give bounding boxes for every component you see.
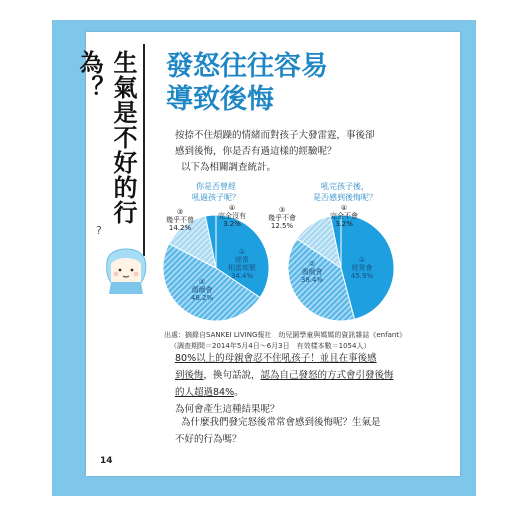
chart1-title-line-1: 你是否曾經: [196, 182, 236, 191]
chart1-slice-1-value: 34.4%: [230, 272, 254, 280]
body-line-2b: ，換句話說，: [203, 370, 261, 381]
source-line-1: 出處：摘錄自SANKEI LIVING報社 幼兒園學童與媽媽的資訊雜誌《enfant》: [164, 331, 407, 339]
chart2-title-line-1: 吼完孩子後，: [321, 182, 369, 191]
heading-line-1: 發怒往往容易: [166, 51, 328, 82]
chart2-label-4: [322, 204, 366, 228]
chart1-label-3: [160, 208, 200, 232]
intro-line-2: 感到後悔，你是否有過這樣的經驗呢？: [175, 146, 337, 157]
question-mark-icon: ?: [96, 224, 102, 237]
chart2-slice-2-value: 38.4%: [300, 276, 324, 284]
chart2-slice-2-label: 偶爾會: [301, 268, 323, 276]
body-line-6: 不好的行為嗎？: [175, 434, 242, 445]
chart2-slice-1-num: ①: [358, 256, 366, 264]
chart2-slice-3-num: ③: [278, 206, 286, 214]
body-line-2c: 認為自己發怒的方式會引發後悔: [260, 370, 394, 381]
chart1-slice-3-label: 幾乎不曾: [166, 216, 194, 224]
page-heading: [166, 50, 328, 116]
body-line-1: 80%以上的母親會忍不住吼孩子！並且在事後感: [175, 353, 377, 364]
intro-line-1: 按捺不住煩躁的情緒而對孩子大發雷霆，事後卻: [175, 130, 375, 141]
chart1-label-4: [210, 204, 254, 228]
body-line-3b: 。: [234, 387, 244, 398]
chart2-slice-1-label: 經常會: [351, 264, 373, 272]
chart1-slice-3-value: 14.2%: [168, 224, 192, 232]
chart1-slice-1-num: ①: [238, 248, 246, 256]
chart1-slice-3-num: ③: [176, 208, 184, 216]
chart2-slice-4-value: 3.2%: [335, 220, 353, 228]
chart2-slice-1-value: 45.9%: [350, 272, 374, 280]
chart1-label-2: [182, 278, 222, 302]
chart1-slice-2-value: 48.2%: [190, 294, 214, 302]
chart2-slice-4-num: ④: [340, 204, 348, 212]
page-number: 14: [100, 456, 113, 466]
chart2-label-2: [292, 260, 332, 284]
chart2-title-line-2: 是否感到後悔呢？: [313, 193, 377, 202]
body-paragraph-2: [175, 414, 381, 448]
chart2-label-1: [342, 256, 382, 280]
body-line-2a: 到後悔: [175, 370, 204, 381]
chart1-slice-4-label: 完全沒有: [218, 212, 246, 220]
title-divider: [143, 44, 145, 256]
chart1-label-1: [222, 248, 262, 280]
chart1-slice-2-label: 偶爾會: [191, 286, 213, 294]
chart2-title: [300, 181, 390, 203]
chart1-slice-1-label-line-1: 經常: [235, 256, 249, 264]
source-line-2: （調查期間＝2014年5月4日～6月3日 有效樣本數＝1054人）: [170, 342, 371, 350]
chart2-label-3: [262, 206, 302, 230]
body-line-2: [175, 367, 394, 384]
chart1-title-line-2: 吼過孩子呢？: [192, 193, 240, 202]
child-illustration: [101, 238, 153, 294]
chart1-title: [176, 181, 256, 203]
vertical-chapter-title: 生氣是不好的行為？: [75, 50, 137, 225]
body-line-3a: 的人超過84%: [175, 387, 235, 398]
chart2-slice-4-label: 完全不會: [330, 212, 358, 220]
chart1-slice-2-num: ②: [198, 278, 206, 286]
chart1-slice-1-label-line-2: 相當頻繁: [228, 264, 256, 272]
intro-line-3: 以下為相關調查統計。: [181, 162, 277, 173]
chart1-slice-4-num: ④: [228, 204, 236, 212]
chart2-slice-2-num: ②: [308, 260, 316, 268]
body-line-5: 為什麼我們發完怒後常常會感到後悔呢？生氣是: [181, 417, 381, 428]
chart2-slice-3-label: 幾乎不會: [268, 214, 296, 222]
body-paragraph-1: [175, 350, 394, 418]
heading-line-2: 導致後悔: [166, 84, 274, 115]
chart2-slice-3-value: 12.5%: [270, 222, 294, 230]
body-line-3: [175, 384, 394, 401]
chart1-slice-4-value: 3.2%: [223, 220, 241, 228]
body-line-4: 為何會產生這種結果呢？: [175, 404, 280, 415]
